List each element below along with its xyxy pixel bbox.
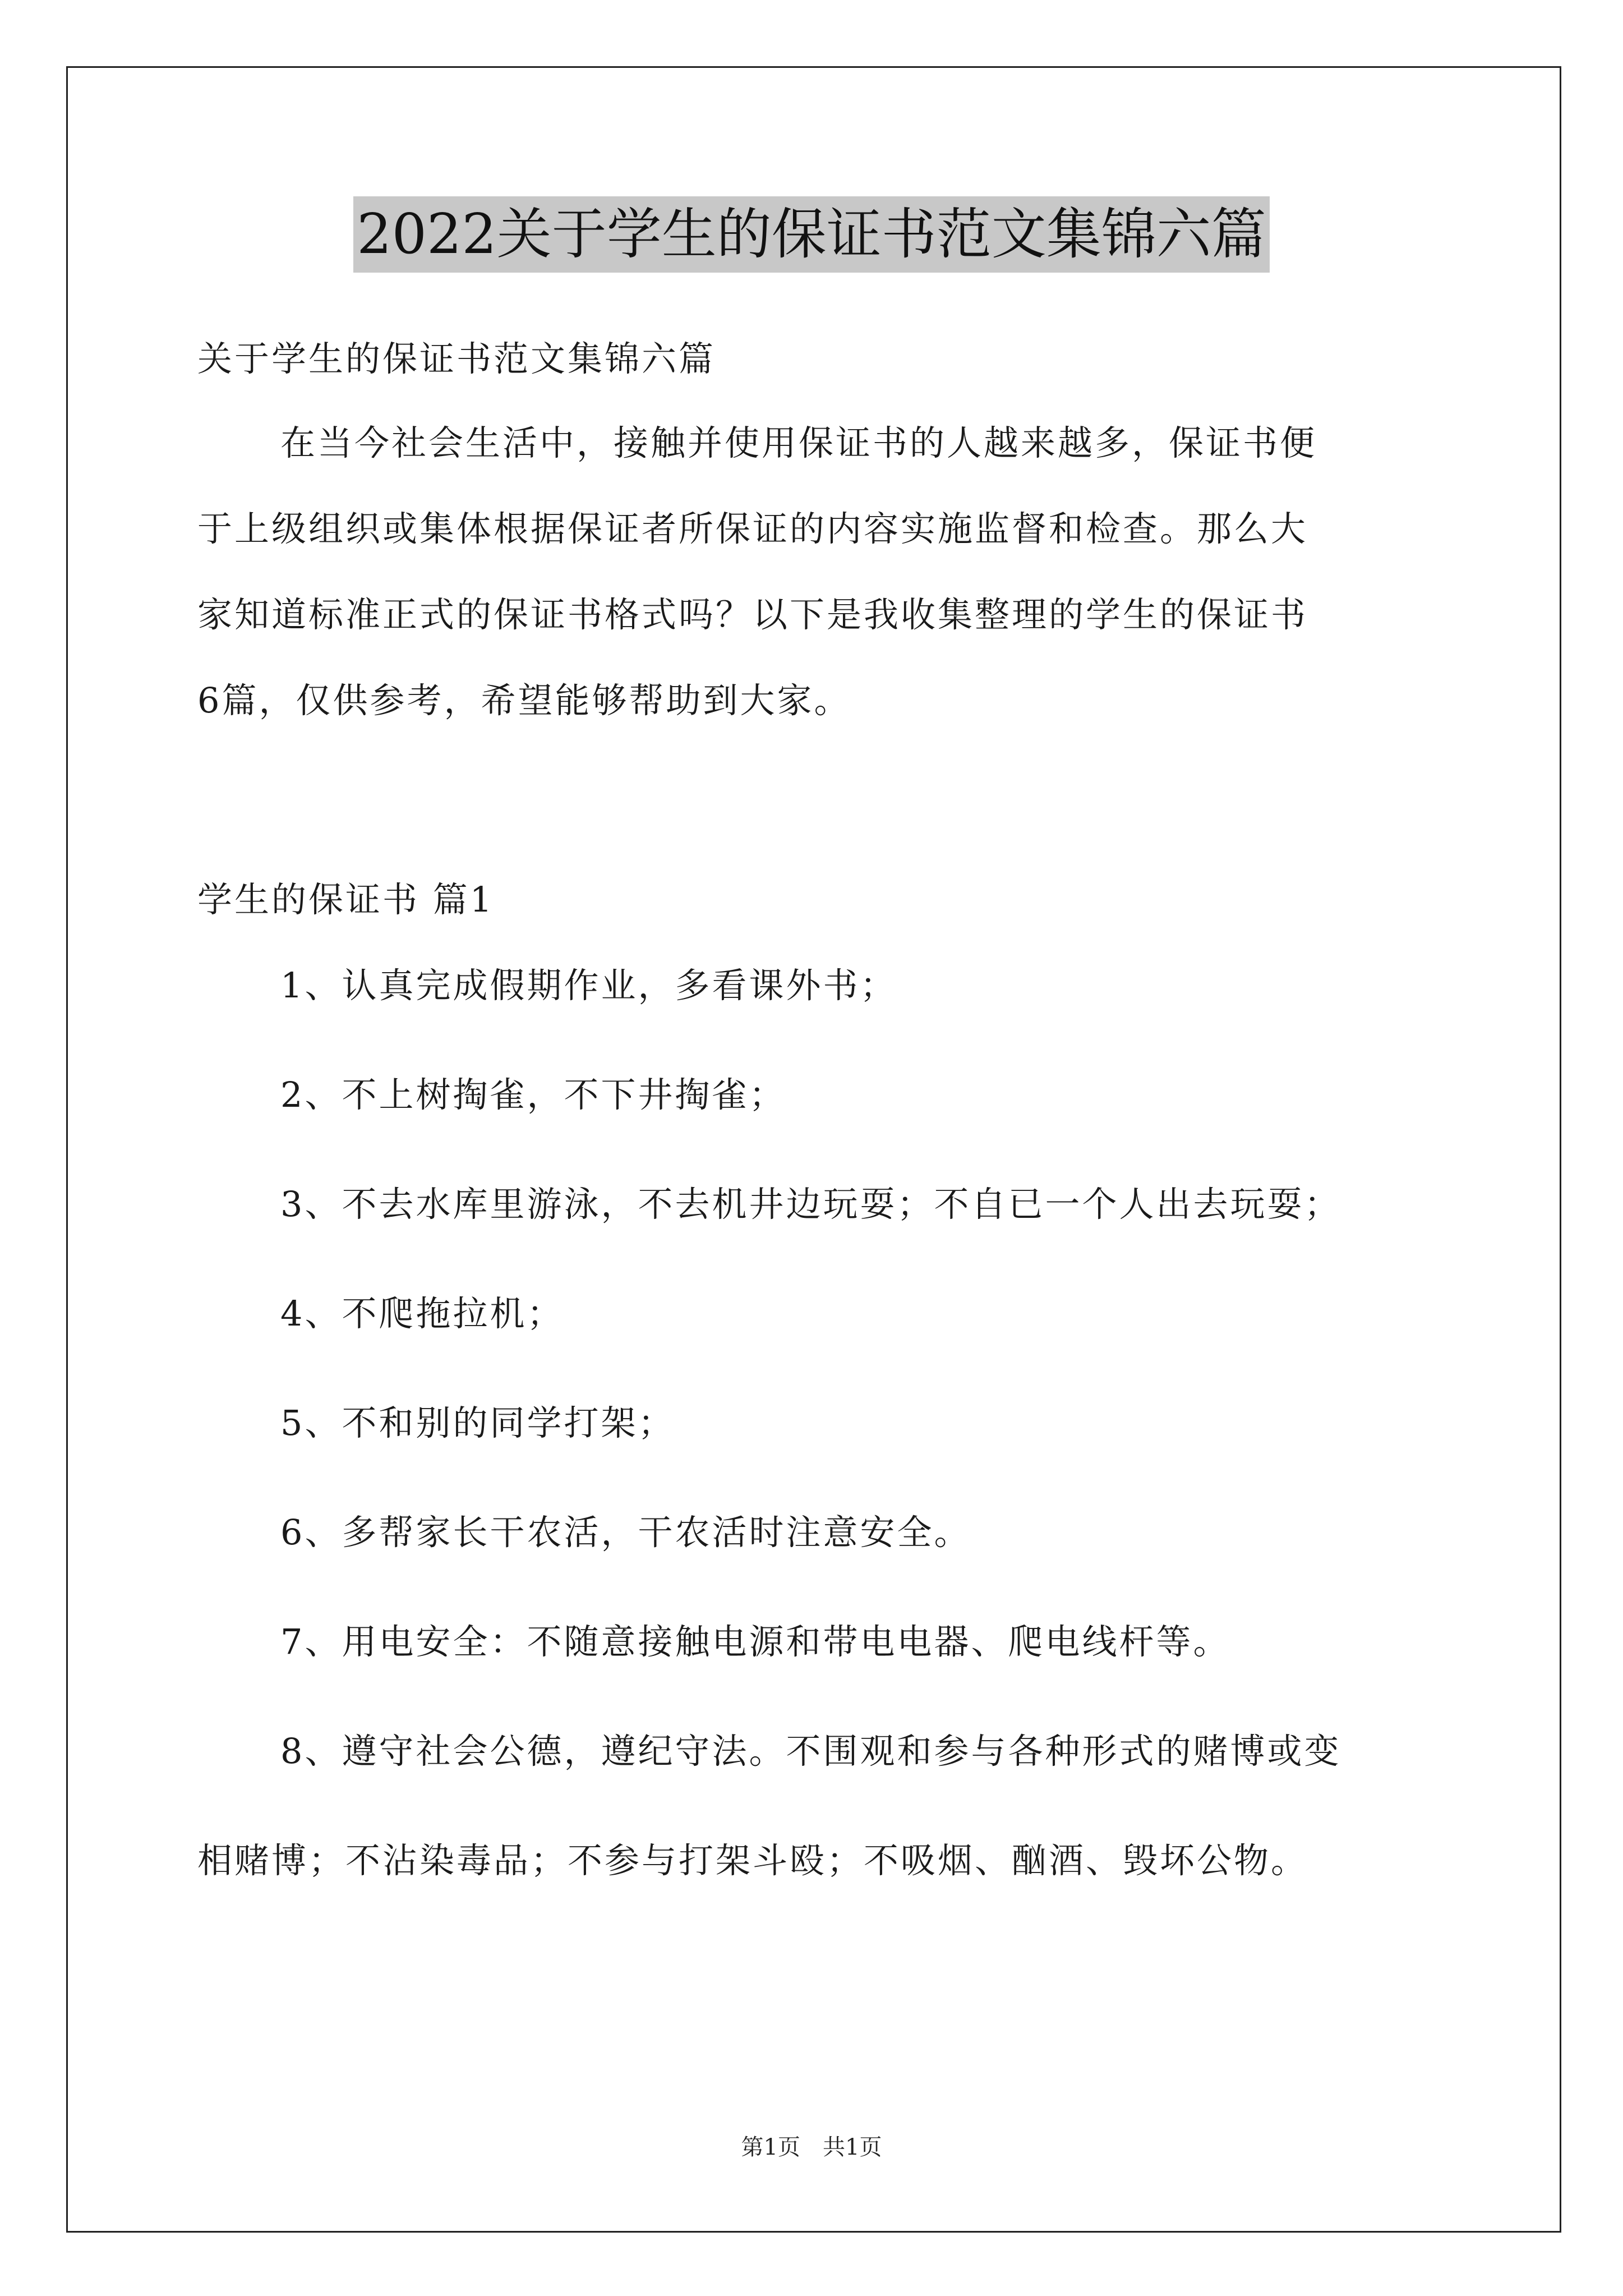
page-footer: 第1页 共1页 — [741, 2134, 882, 2160]
document-subtitle: 关于学生的保证书范文集锦六篇 — [197, 338, 716, 379]
list-item-continuation: 相赌博；不沾染毒品；不参与打架斗殴；不吸烟、酗酒、毁坏公物。 — [197, 1840, 1308, 1881]
list-item: 6、多帮家长干农活，干农活时注意安全。 — [280, 1512, 971, 1553]
list-item: 3、不去水库里游泳，不去机井边玩耍；不自已一个人出去玩耍； — [280, 1184, 1341, 1225]
document-body — [197, 331, 1431, 1889]
intro-line: 在当今社会生活中，接触并使用保证书的人越来越多，保证书便 — [280, 422, 1317, 463]
section-heading: 学生的保证书 篇1 — [197, 879, 495, 920]
guarantee-list — [197, 958, 1431, 1889]
list-item: 2、不上树掏雀，不下井掏雀； — [280, 1074, 786, 1115]
list-item: 1、认真完成假期作业，多看课外书； — [280, 965, 897, 1006]
intro-line: 于上级组织或集体根据保证者所保证的内容实施监督和检查。那么大 — [197, 508, 1308, 549]
intro-line: 6篇，仅供参考，希望能够帮助到大家。 — [197, 680, 851, 721]
list-item: 7、用电安全：不随意接触电源和带电电器、爬电线杆等。 — [280, 1621, 1230, 1662]
list-item: 5、不和别的同学打架； — [280, 1402, 675, 1443]
list-item: 4、不爬拖拉机； — [280, 1293, 564, 1334]
title-container — [0, 196, 1623, 273]
document-title: 2022关于学生的保证书范文集锦六篇 — [353, 196, 1269, 273]
intro-paragraph — [197, 415, 1431, 729]
intro-line: 家知道标准正式的保证书格式吗？以下是我收集整理的学生的保证书 — [197, 594, 1308, 635]
list-item: 8、遵守社会公德，遵纪守法。不围观和参与各种形式的赌博或变 — [280, 1731, 1341, 1772]
